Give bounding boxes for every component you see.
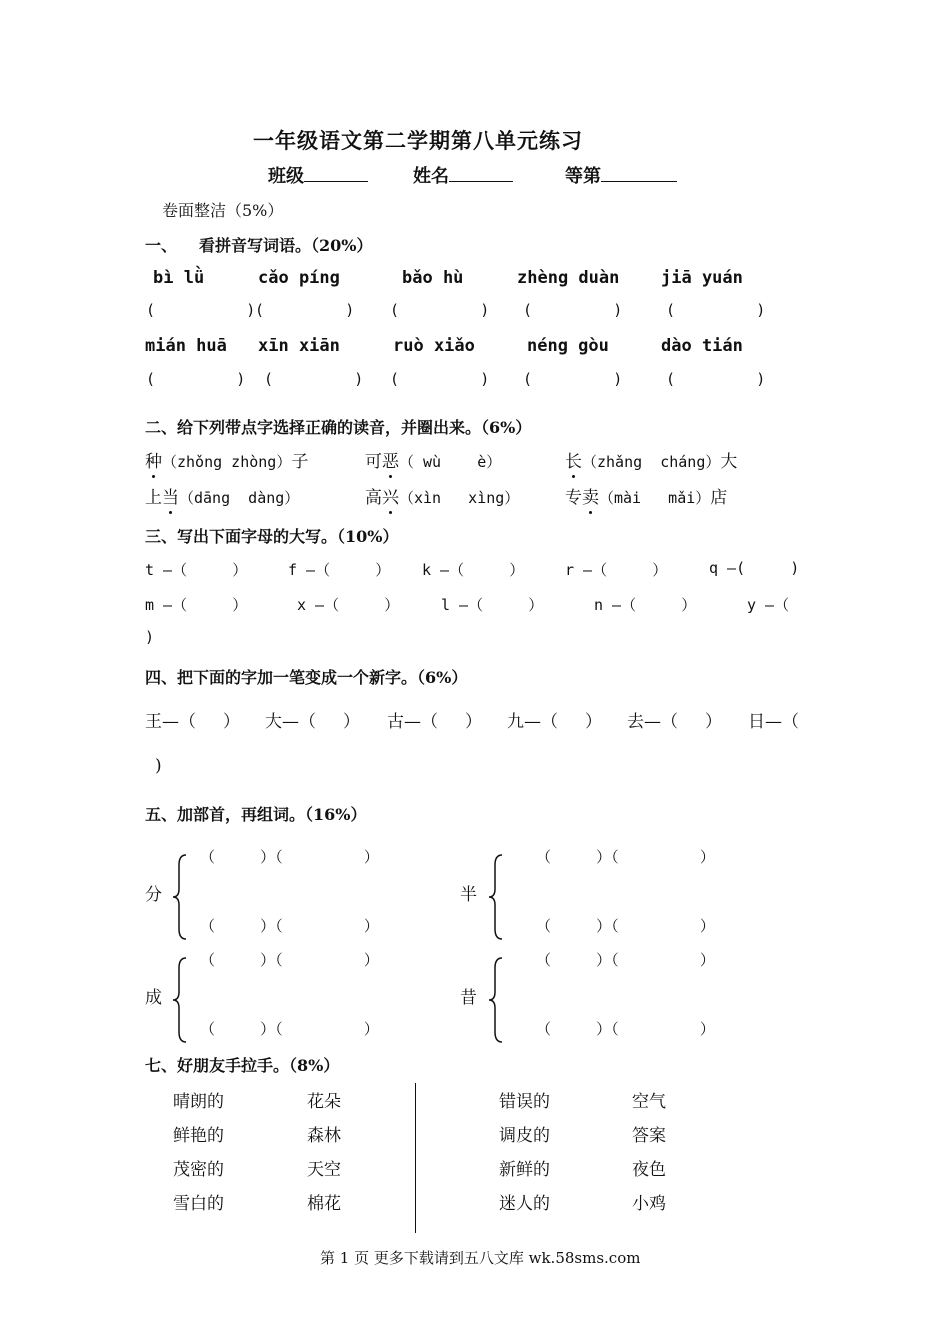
brace-icon	[488, 956, 504, 1044]
stroke-tail: )	[155, 756, 162, 776]
answer-blank[interactable]: ( )	[146, 370, 246, 388]
word-blank-pair[interactable]: （ ）（ ）	[536, 848, 715, 866]
section2-heading: 二、给下列带点字选择正确的读音，并圈出来。（6%）	[145, 418, 532, 437]
word-blank-pair[interactable]: （ ）（ ）	[536, 1020, 715, 1038]
dotted-char: 种	[145, 452, 162, 472]
dotted-char: 恶	[382, 452, 399, 472]
word-blank-pair[interactable]: （ ）（ ）	[536, 951, 715, 969]
reading-options[interactable]: （xìn xìng）	[399, 489, 520, 507]
pinyin-item: cǎo píng	[258, 268, 340, 288]
answer-blank[interactable]: ( )	[523, 301, 623, 319]
reading-options[interactable]: （zhǎng cháng）	[582, 453, 721, 471]
word-blank-pair[interactable]: （ ）（ ）	[200, 848, 379, 866]
section7-heading: 七、好朋友手拉手。（8%）	[145, 1056, 340, 1075]
dotted-char: 当	[162, 488, 179, 508]
page-title: 一年级语文第二学期第八单元练习	[253, 128, 583, 153]
radical-char: 昔	[460, 988, 477, 1008]
reading-prefix: 专	[565, 488, 582, 508]
reading-options[interactable]: （ wù è）	[399, 453, 502, 471]
answer-blank[interactable]: ( )	[666, 301, 766, 319]
match-word[interactable]: 迷人的	[499, 1194, 550, 1214]
class-label: 班级	[268, 166, 304, 187]
pinyin-item: bǎo hù	[402, 268, 464, 288]
name-blank[interactable]	[449, 164, 513, 182]
class-field	[268, 162, 368, 188]
word-blank-pair[interactable]: （ ）（ ）	[200, 917, 379, 935]
stroke-item[interactable]: 九—（ ）	[507, 712, 603, 732]
letter-item[interactable]: x —（ ）	[297, 596, 400, 614]
grade-blank[interactable]	[601, 164, 677, 182]
reading-item[interactable]	[565, 483, 727, 508]
section1-text: 看拼音写词语。（20%）	[199, 236, 373, 255]
letter-item[interactable]: n —（ ）	[594, 596, 697, 614]
name-field	[413, 162, 513, 188]
reading-suffix: 店	[710, 488, 728, 508]
stroke-item[interactable]: 古—（ ）	[387, 712, 483, 732]
grade-label: 等第	[565, 166, 601, 187]
class-blank[interactable]	[304, 164, 368, 182]
match-word[interactable]: 夜色	[632, 1160, 666, 1180]
reading-prefix: 上	[145, 488, 162, 508]
reading-suffix: 子	[291, 452, 309, 472]
reading-options[interactable]: （zhǒng zhòng）	[162, 453, 292, 471]
answer-blank[interactable]: ( )	[523, 370, 623, 388]
match-word[interactable]: 晴朗的	[173, 1092, 224, 1112]
reading-prefix: 可	[365, 452, 382, 472]
stroke-item[interactable]: 王—（ ）	[145, 712, 241, 732]
brace-icon	[172, 853, 188, 941]
match-word[interactable]: 茂密的	[173, 1160, 224, 1180]
section1-heading	[145, 233, 373, 256]
letter-item[interactable]: y —（	[747, 596, 790, 614]
match-word[interactable]: 鲜艳的	[173, 1126, 224, 1146]
pinyin-item: bì lǜ	[153, 268, 205, 288]
reading-suffix: 大	[720, 452, 738, 472]
dotted-char: 卖	[582, 488, 599, 508]
match-word[interactable]: 答案	[632, 1126, 666, 1146]
match-word[interactable]: 森林	[307, 1126, 341, 1146]
match-word[interactable]: 错误的	[499, 1092, 550, 1112]
page-footer: 第 1 页 更多下载请到五八文库 wk.58sms.com	[320, 1249, 641, 1267]
match-word[interactable]: 花朵	[307, 1092, 341, 1112]
match-word[interactable]: 调皮的	[499, 1126, 550, 1146]
section3-heading: 三、写出下面字母的大写。（10%）	[145, 527, 399, 546]
brace-icon	[172, 956, 188, 1044]
answer-blank[interactable]: ( )	[264, 370, 364, 388]
match-word[interactable]: 天空	[307, 1160, 341, 1180]
brace-icon	[488, 853, 504, 941]
answer-blank[interactable]: ( )	[390, 370, 490, 388]
pinyin-item: jiā yuán	[661, 268, 743, 288]
reading-item[interactable]	[365, 483, 519, 508]
reading-item[interactable]	[565, 447, 737, 472]
match-word[interactable]: 小鸡	[632, 1194, 666, 1214]
answer-blank[interactable]: ( )	[390, 301, 490, 319]
letter-item[interactable]: t —（ ）	[145, 561, 248, 579]
section5-heading: 五、加部首，再组词。（16%）	[145, 805, 367, 824]
stroke-item[interactable]: 大—（ ）	[265, 712, 361, 732]
pinyin-item: néng gòu	[527, 336, 609, 356]
dotted-char: 兴	[382, 488, 399, 508]
pinyin-item: dào tián	[661, 336, 743, 356]
stroke-item[interactable]: 去—（ ）	[627, 712, 723, 732]
letter-item[interactable]: f —（ ）	[288, 561, 391, 579]
reading-options[interactable]: （mài mǎi）	[599, 489, 711, 507]
dotted-char: 长	[565, 452, 582, 472]
pinyin-item: xīn xiān	[258, 336, 340, 356]
radical-char: 分	[145, 885, 162, 905]
neatness-note: 卷面整洁（5%）	[162, 201, 284, 220]
letter-item[interactable]: l —（ ）	[441, 596, 544, 614]
reading-prefix: 高	[365, 488, 382, 508]
reading-item[interactable]	[145, 483, 299, 508]
letter-item[interactable]: k —（ ）	[422, 561, 525, 579]
reading-item[interactable]	[365, 447, 501, 472]
reading-options[interactable]: （dāng dàng）	[179, 489, 300, 507]
radical-char: 成	[145, 988, 162, 1008]
answer-blank[interactable]: ( )	[146, 301, 256, 319]
word-blank-pair[interactable]: （ ）（ ）	[200, 1020, 379, 1038]
match-word[interactable]: 新鲜的	[499, 1160, 550, 1180]
letter-tail: )	[145, 628, 155, 646]
section4-heading: 四、把下面的字加一笔变成一个新字。（6%）	[145, 668, 468, 687]
answer-blank[interactable]: ( )	[255, 301, 355, 319]
letter-item[interactable]: r —（ ）	[565, 561, 668, 579]
section1-number: 一、	[145, 236, 178, 255]
pinyin-item: mián huā	[145, 336, 227, 356]
word-blank-pair[interactable]: （ ）（ ）	[536, 917, 715, 935]
letter-item[interactable]: q —( )	[709, 559, 800, 577]
pinyin-item: zhèng duàn	[517, 268, 620, 288]
divider	[415, 1083, 416, 1233]
grade-field	[565, 162, 677, 188]
match-word[interactable]: 空气	[632, 1092, 666, 1112]
radical-char: 半	[460, 885, 477, 905]
word-blank-pair[interactable]: （ ）（ ）	[200, 951, 379, 969]
stroke-item[interactable]: 日—（	[748, 712, 799, 732]
match-word[interactable]: 雪白的	[173, 1194, 224, 1214]
name-label: 姓名	[413, 166, 449, 187]
reading-item[interactable]	[145, 447, 308, 472]
letter-item[interactable]: m —（ ）	[145, 596, 248, 614]
pinyin-item: ruò xiǎo	[393, 336, 475, 356]
match-word[interactable]: 棉花	[307, 1194, 341, 1214]
answer-blank[interactable]: ( )	[666, 370, 766, 388]
